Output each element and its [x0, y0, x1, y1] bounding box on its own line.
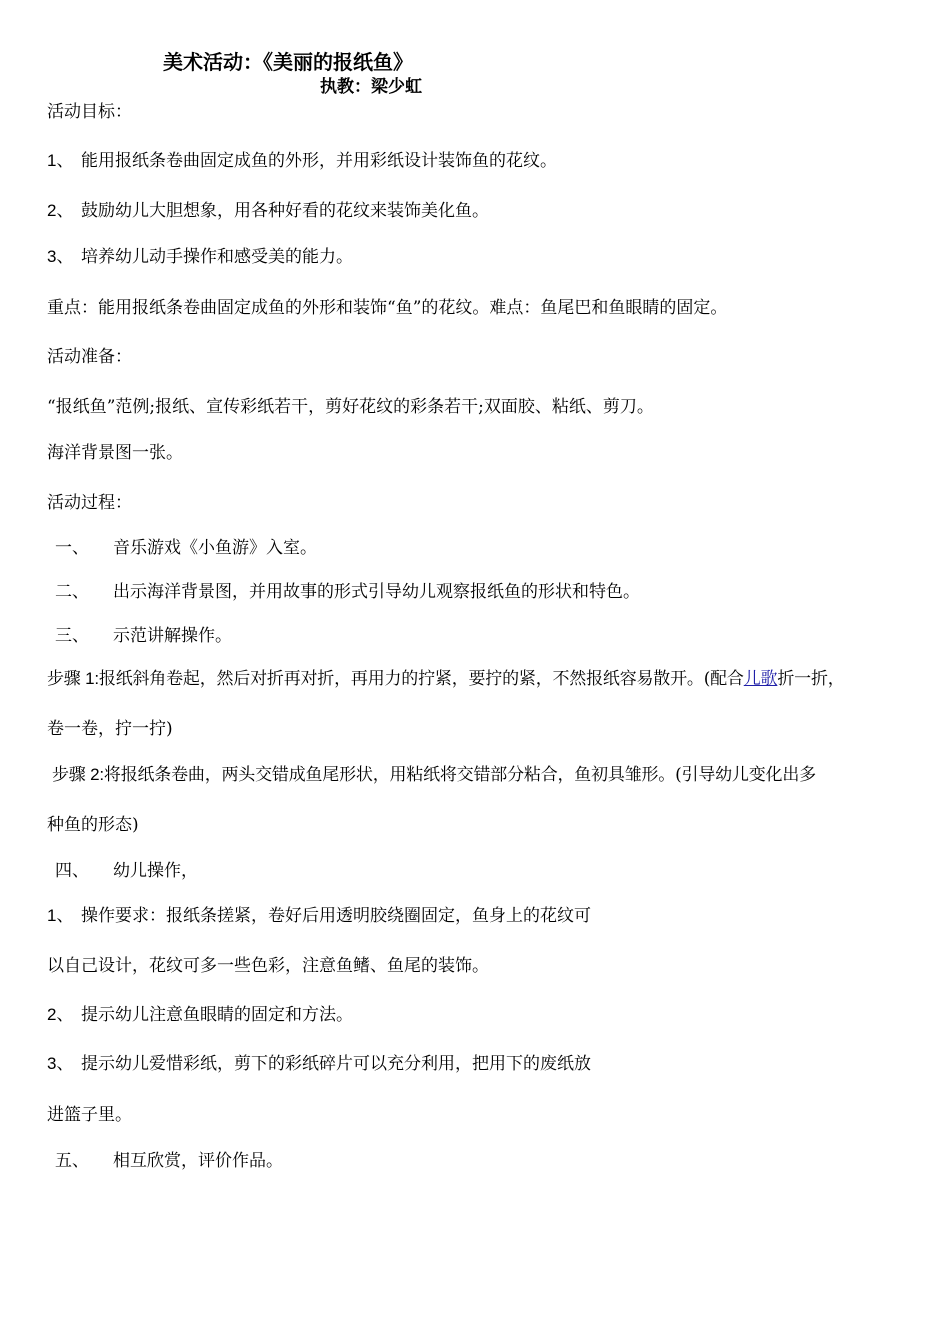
- prep-materials: “报纸鱼”范例;报纸、宣传彩纸若干，剪好花纹的彩条若干;双面胶、粘纸、剪刀。: [47, 397, 654, 417]
- operation-item-1: [47, 904, 591, 928]
- operation-number: 1、: [47, 906, 74, 925]
- prep-heading: 活动准备：: [47, 347, 132, 367]
- operation-number: 3、: [47, 1054, 74, 1073]
- demo-step-2-wrap: 种鱼的形态): [47, 815, 139, 835]
- step-number: 三、: [55, 626, 89, 646]
- operation-item-1-cont: 以自己设计，花纹可多一些色彩，注意鱼鳍、鱼尾的装饰。: [47, 956, 489, 976]
- goal-number: 2、: [47, 201, 74, 220]
- demo-step-label: 步骤 2:: [52, 765, 104, 784]
- operation-number: 2、: [47, 1005, 74, 1024]
- process-step-5: [55, 1149, 283, 1173]
- step-text: 相互欣赏，评价作品。: [113, 1151, 283, 1171]
- goal-number: 3、: [47, 247, 74, 266]
- demo-step-2: [52, 763, 816, 787]
- demo-step-text: 将报纸条卷曲，两头交错成鱼尾形状，用粘纸将交错部分粘合，鱼初具雏形。(引导幼儿变化出多: [103, 765, 816, 785]
- process-step-2: [55, 580, 640, 604]
- demo-step-text: 报纸斜角卷起，然后对折再对折，再用力的拧紧，要拧的紧，不然报纸容易散开。(配合: [98, 669, 744, 689]
- step-number: 五、: [55, 1151, 89, 1171]
- step-text: 出示海洋背景图，并用故事的形式引导幼儿观察报纸鱼的形状和特色。: [113, 582, 640, 602]
- step-number: 二、: [55, 582, 89, 602]
- process-step-4: [55, 859, 198, 883]
- process-step-3: [55, 624, 232, 648]
- goal-text: 能用报纸条卷曲固定成鱼的外形，并用彩纸设计装饰鱼的花纹。: [81, 151, 557, 171]
- document-author: 执教：梁少虹: [320, 77, 422, 97]
- step-number: 一、: [55, 538, 89, 558]
- key-points: 重点：能用报纸条卷曲固定成鱼的外形和装饰“鱼”的花纹。难点：鱼尾巴和鱼眼睛的固定。: [47, 298, 728, 318]
- goal-item-2: [47, 199, 489, 223]
- goal-number: 1、: [47, 151, 74, 170]
- step-text: 示范讲解操作。: [113, 626, 232, 646]
- demo-step-text-cont: 折一折，: [777, 669, 845, 689]
- demo-step-1: [47, 667, 845, 691]
- goal-item-1: [47, 149, 557, 173]
- goal-text: 培养幼儿动手操作和感受美的能力。: [81, 247, 353, 267]
- step-text: 幼儿操作，: [113, 861, 198, 881]
- nursery-rhyme-link[interactable]: 儿歌: [743, 669, 778, 689]
- goal-text: 鼓励幼儿大胆想象，用各种好看的花纹来装饰美化鱼。: [81, 201, 489, 221]
- operation-text: 操作要求：报纸条搓紧，卷好后用透明胶绕圈固定，鱼身上的花纹可: [81, 906, 591, 926]
- operation-text: 提示幼儿爱惜彩纸，剪下的彩纸碎片可以充分利用，把用下的废纸放: [81, 1054, 591, 1074]
- operation-text: 提示幼儿注意鱼眼睛的固定和方法。: [81, 1005, 353, 1025]
- operation-item-3: [47, 1052, 591, 1076]
- step-number: 四、: [55, 861, 89, 881]
- document-title: 美术活动：《美丽的报纸鱼》: [163, 50, 413, 74]
- prep-background: 海洋背景图一张。: [47, 443, 183, 463]
- step-text: 音乐游戏《小鱼游》入室。: [113, 538, 317, 558]
- process-heading: 活动过程：: [47, 493, 132, 513]
- operation-item-3-cont: 进篮子里。: [47, 1105, 132, 1125]
- goals-heading: 活动目标：: [47, 102, 132, 122]
- goal-item-3: [47, 245, 353, 269]
- demo-step-label: 步骤 1:: [47, 669, 99, 688]
- process-step-1: [55, 536, 317, 560]
- operation-item-2: [47, 1003, 353, 1027]
- demo-step-1-wrap: 卷一卷，拧一拧): [47, 719, 173, 739]
